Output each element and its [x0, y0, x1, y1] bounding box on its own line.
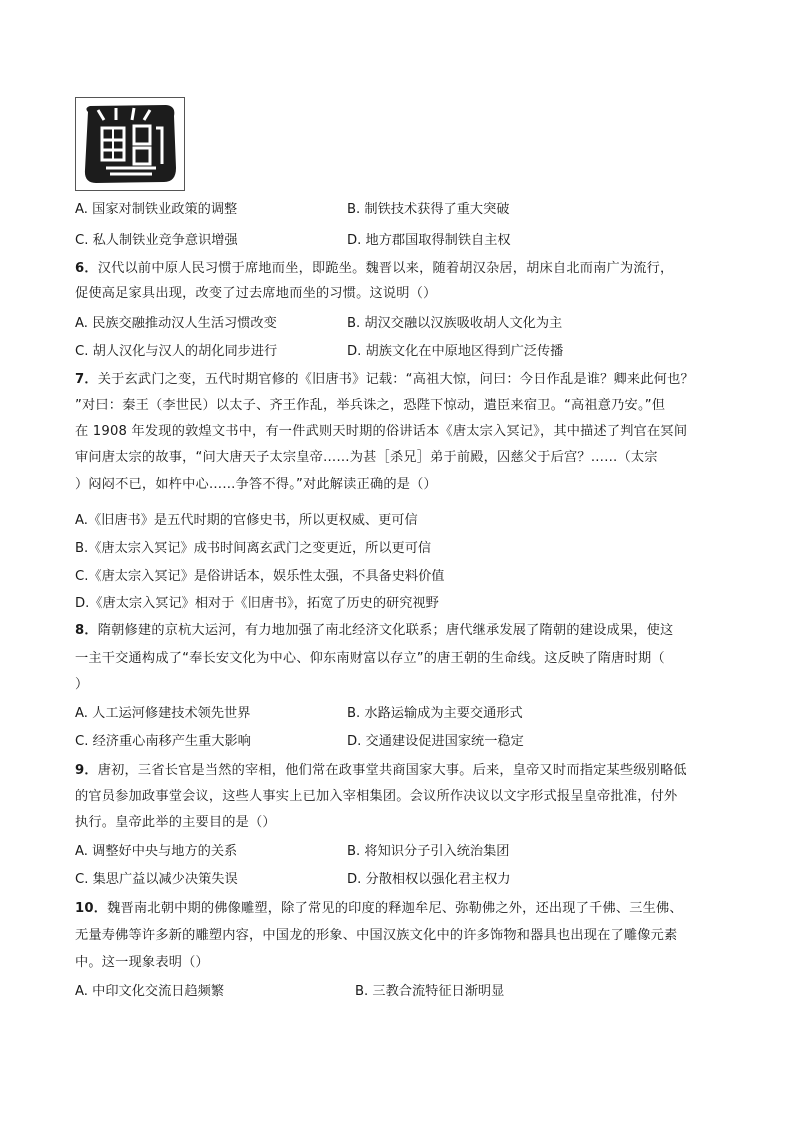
q6-stem-line-2: 促使高足家具出现，改变了过去席地而坐的习惯。这说明（） — [75, 286, 437, 301]
q7-stem-line-5: ）闷闷不已，如杵中心……争答不得。”对此解读正确的是（） — [75, 477, 437, 492]
seal-glyph-graphic — [76, 98, 184, 190]
q5-option-c: C. 私人制铁业竞争意识增强 — [75, 233, 238, 248]
q7-option-c: C.《唐太宗入冥记》是俗讲话本，娱乐性太强，不具备史料价值 — [75, 569, 445, 584]
q7-stem-line-2: ”对曰：秦王（李世民）以太子、齐王作乱，举兵诛之，恐陛下惊动，遣臣来宿卫。“高祖意乃安。”但 — [75, 398, 666, 413]
q9-option-d: D. 分散相权以强化君主权力 — [347, 872, 511, 887]
q6-option-c: C. 胡人汉化与汉人的胡化同步进行 — [75, 344, 278, 359]
q7-stem-line-1: 7．关于玄武门之变，五代时期官修的《旧唐书》记载：“高祖大惊，问曰：今日作乱是谁？卿来此何也？ — [75, 372, 694, 387]
q5-option-b: B. 制铁技术获得了重大突破 — [347, 202, 510, 217]
q5-option-d: D. 地方郡国取得制铁自主权 — [347, 233, 511, 248]
q10-stem-line-2: 无量寿佛等许多新的雕塑内容，中国龙的形象、中国汉族文化中的许多饰物和器具也出现在了雕像元素 — [75, 928, 678, 943]
q6-option-d: D. 胡族文化在中原地区得到广泛传播 — [347, 344, 564, 359]
q10-stem-line-3: 中。这一现象表明（） — [75, 955, 209, 970]
q8-option-d: D. 交通建设促进国家统一稳定 — [347, 734, 524, 749]
q7-option-b: B.《唐太宗入冥记》成书时间离玄武门之变更近，所以更可信 — [75, 541, 432, 556]
q8-stem-line-1: 8．隋朝修建的京杭大运河，有力地加强了南北经济文化联系；唐代继承发展了隋朝的建设成果，使这 — [75, 623, 674, 638]
q9-option-a: A. 调整好中央与地方的关系 — [75, 844, 238, 859]
q9-stem-line-3: 执行。皇帝此举的主要目的是（） — [75, 815, 276, 830]
q8-stem-line-3: ） — [75, 677, 89, 692]
q10-option-a: A. 中印文化交流日趋频繁 — [75, 984, 225, 999]
q7-option-d: D.《唐太宗入冥记》相对于《旧唐书》，拓宽了历史的研究视野 — [75, 596, 439, 611]
q6-option-a: A. 民族交融推动汉人生活习惯改变 — [75, 316, 277, 331]
q8-option-a: A. 人工运河修建技术领先世界 — [75, 706, 251, 721]
q7-option-a: A.《旧唐书》是五代时期的官修史书，所以更权威、更可信 — [75, 513, 418, 528]
q7-stem-line-4: 审问唐太宗的故事，“问大唐天子太宗皇帝……为甚［杀兄］弟于前殿，囚慈父于后宫？……（太宗 — [75, 450, 658, 465]
q8-option-b: B. 水路运输成为主要交通形式 — [347, 706, 523, 721]
q6-option-b: B. 胡汉交融以汉族吸收胡人文化为主 — [347, 316, 563, 331]
q9-option-c: C. 集思广益以减少决策失误 — [75, 872, 238, 887]
q10-option-b: B. 三教合流特征日渐明显 — [355, 984, 505, 999]
q9-option-b: B. 将知识分子引入统治集团 — [347, 844, 510, 859]
q5-option-a: A. 国家对制铁业政策的调整 — [75, 202, 238, 217]
q8-option-c: C. 经济重心南移产生重大影响 — [75, 734, 251, 749]
q10-stem-line-1: 10．魏晋南北朝中期的佛像雕塑，除了常见的印度的释迦牟尼、弥勒佛之外，还出现了千佛、三生佛、 — [75, 901, 683, 916]
seal-image — [75, 97, 185, 191]
q8-stem-line-2: 一主干交通构成了“奉长安文化为中心、仰东南财富以存立”的唐王朝的生命线。这反映了隋唐时期（ — [75, 651, 665, 666]
q9-stem-line-2: 的官员参加政事堂会议，这些人事实上已加入宰相集团。会议所作决议以文字形式报呈皇帝批准，付外 — [75, 789, 678, 804]
q9-stem-line-1: 9．唐初，三省长官是当然的宰相，他们常在政事堂共商国家大事。后来，皇帝又时而指定某些级别略低 — [75, 763, 687, 778]
q7-stem-line-3: 在 1908 年发现的敦煌文书中，有一件武则天时期的俗讲话本《唐太宗入冥记》，其中描述了判官在冥间 — [75, 424, 688, 439]
q6-stem-line-1: 6．汉代以前中原人民习惯于席地而坐，即跪坐。魏晋以来，随着胡汉杂居，胡床自北而南广为流行， — [75, 261, 674, 276]
